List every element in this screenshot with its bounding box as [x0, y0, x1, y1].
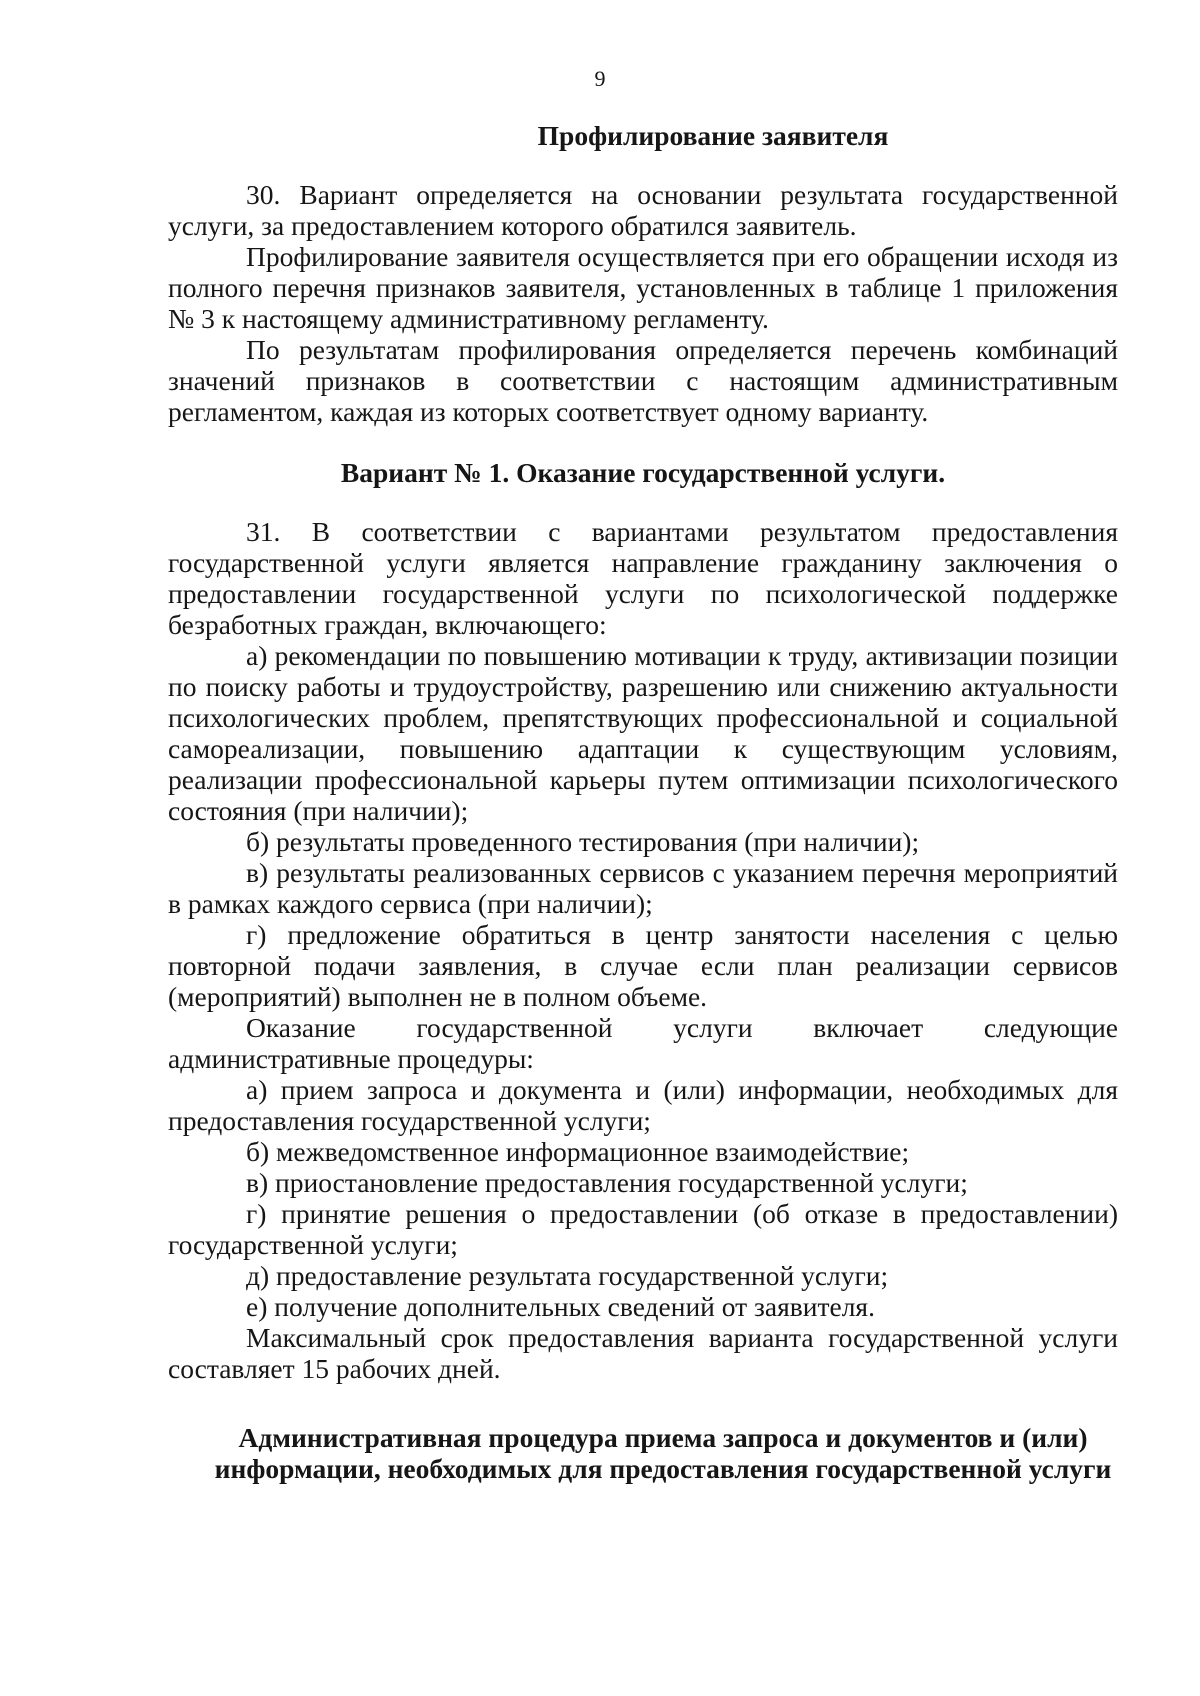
- procedure-item-b: б) межведомственное информационное взаимодействие;: [246, 1136, 910, 1167]
- procedure-item-g: г) принятие решения о предоставлении (об отказе в предоставлении) государственной услуги;: [168, 1198, 1118, 1260]
- paragraph-procedures: Оказание государственной услуги включает следующие административные процедуры:: [168, 1012, 1118, 1074]
- procedure-item-d: д) предоставление результата государственной услуги;: [246, 1260, 889, 1291]
- list-item-31-b: б) результаты проведенного тестирования (при наличии);: [246, 826, 920, 857]
- heading-profiling: Профилирование заявителя: [537, 120, 889, 151]
- paragraph-max-term: Максимальный срок предоставления варианта государственной услуги составляет 15 рабочих дней.: [168, 1322, 1118, 1384]
- paragraph-30-3: По результатам профилирования определяется перечень комбинаций значений признаков в соответствии с настоящим административным регламентом, каждая из которых соответствует одному варианту.: [168, 334, 1118, 427]
- paragraph-30-1: 30. Вариант определяется на основании результата государственной услуги, за предоставлением которого обратился заявитель.: [168, 179, 1118, 241]
- page-number: 9: [594, 66, 606, 91]
- list-item-31-a: а) рекомендации по повышению мотивации к труду, активизации позиции по поиску работы и трудоустройству, разрешению или снижению актуальности психологических проблем, препятствующих профессиональной и социальной самореализации, повышению адаптации к существующим условиям, реализации профессиональной карьеры путем оптимизации психологического состояния (при наличии);: [168, 640, 1118, 826]
- procedure-item-a: а) прием запроса и документа и (или) информации, необходимых для предоставления государственной услуги;: [168, 1074, 1118, 1136]
- procedure-item-e: е) получение дополнительных сведений от заявителя.: [246, 1291, 875, 1322]
- list-item-31-g: г) предложение обратиться в центр занятости населения с целью повторной подачи заявления, в случае если план реализации сервисов (мероприятий) выполнен не в полном объеме.: [168, 919, 1118, 1012]
- heading-procedure: Административная процедура приема запроса и документов и (или) информации, необходимых для предоставления государственной услуги: [214, 1422, 1112, 1484]
- list-item-31-v: в) результаты реализованных сервисов с указанием перечня мероприятий в рамках каждого сервиса (при наличии);: [168, 857, 1118, 919]
- document-body: [168, 120, 1118, 1484]
- heading-variant-1: Вариант № 1. Оказание государственной услуги.: [340, 457, 946, 488]
- paragraph-30-2: Профилирование заявителя осуществляется при его обращении исходя из полного перечня признаков заявителя, установленных в таблице 1 приложения № 3 к настоящему административному регламенту.: [168, 241, 1118, 334]
- paragraph-31-1: 31. В соответствии с вариантами результатом предоставления государственной услуги является направление гражданину заключения о предоставлении государственной услуги по психологической поддержке безработных граждан, включающего:: [168, 516, 1118, 640]
- procedure-item-v: в) приостановление предоставления государственной услуги;: [246, 1167, 968, 1198]
